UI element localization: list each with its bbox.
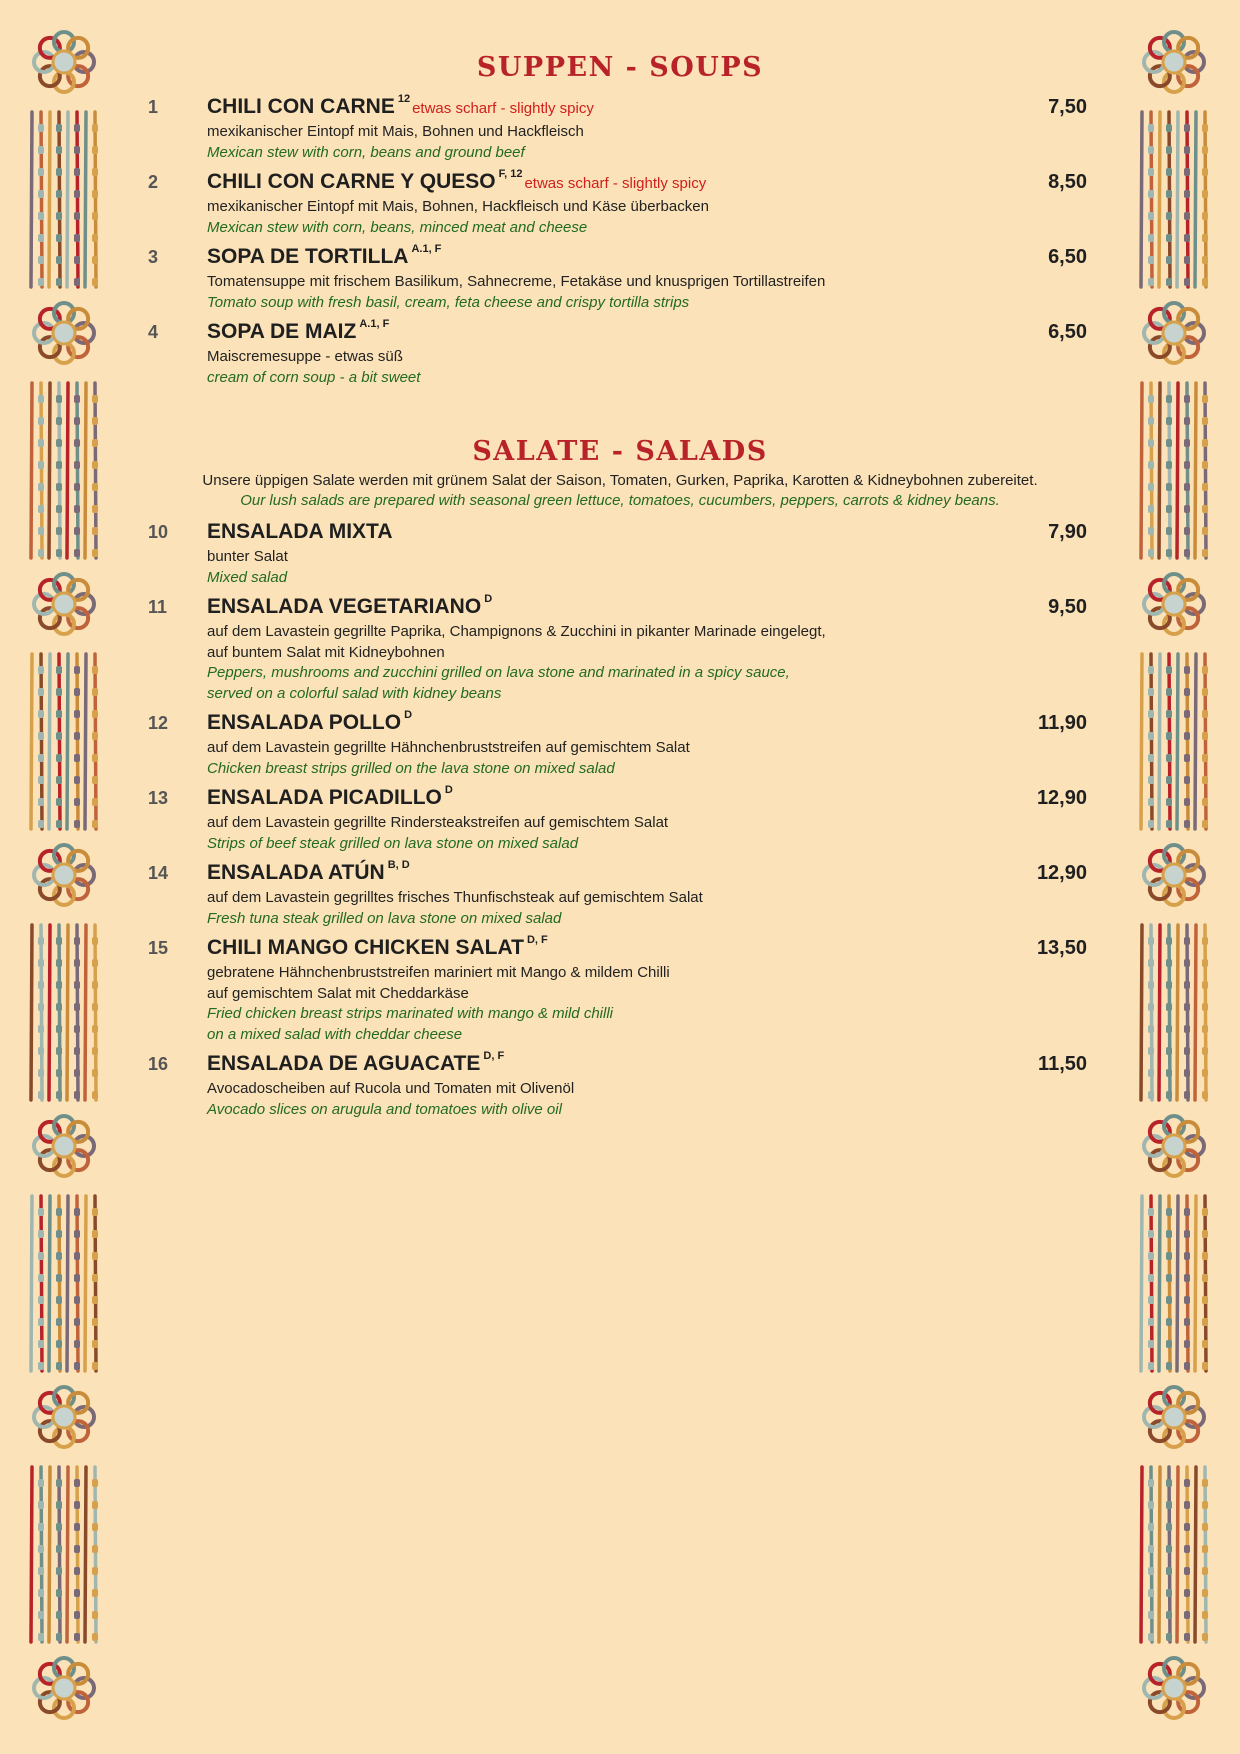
item-title: ENSALADA VEGETARIANO	[207, 595, 482, 618]
description-german: auf gemischtem Salat mit Cheddarkäse	[207, 984, 469, 1002]
allergen-codes: D	[484, 593, 493, 605]
description-english: Fried chicken breast strips marinated with mango & mild chilli	[207, 1005, 613, 1022]
item-number: 13	[148, 788, 169, 808]
item-title: ENSALADA POLLO	[207, 711, 402, 734]
item-name	[207, 711, 412, 735]
item-number: 10	[148, 522, 169, 542]
item-description	[207, 622, 826, 704]
item-number: 12	[148, 713, 169, 733]
item-price: 11,50	[1038, 1053, 1087, 1075]
item-title: SOPA DE TORTILLA	[207, 245, 409, 268]
allergen-codes: A.1, F	[411, 243, 442, 255]
item-description	[207, 888, 703, 929]
item-description	[207, 738, 690, 779]
item-description	[207, 547, 288, 588]
item-title: ENSALADA ATÚN	[207, 861, 385, 884]
description-english: Mexican stew with corn, beans, minced meat and cheese	[207, 218, 588, 236]
item-name	[207, 170, 706, 194]
description-english: Chicken breast strips grilled on the lava stone on mixed salad	[207, 759, 615, 777]
item-title: ENSALADA MIXTA	[207, 520, 393, 543]
item-number: 16	[148, 1054, 169, 1074]
description-german: Avocadoscheiben auf Rucola und Tomaten mit Olivenöl	[207, 1080, 575, 1097]
item-price: 7,50	[1048, 96, 1087, 118]
item-name	[207, 786, 453, 810]
description-german: auf dem Lavastein gegrillte Paprika, Champignons & Zucchini in pikanter Marinade eingelegt,	[207, 623, 826, 640]
description-english: Fresh tuna steak grilled on lava stone on mixed salad	[207, 909, 562, 927]
decorative-border-right	[1128, 0, 1228, 1754]
soups-title: SUPPEN - SOUPS	[476, 52, 764, 83]
description-english: cream of corn soup - a bit sweet	[207, 368, 421, 386]
item-number: 2	[148, 172, 159, 192]
item-title: CHILI CON CARNE	[207, 95, 395, 118]
description-english: Peppers, mushrooms and zucchini grilled on lava stone and marinated in a spicy sauce,	[207, 664, 790, 681]
allergen-codes: B, D	[387, 859, 410, 871]
item-name	[207, 245, 441, 269]
item-number: 11	[148, 597, 168, 617]
allergen-codes: D, F	[526, 934, 548, 946]
item-name	[207, 320, 389, 344]
item-description	[207, 272, 825, 313]
item-name	[207, 595, 492, 619]
item-number: 3	[148, 247, 159, 267]
description-english: served on a colorful salad with kidney beans	[207, 684, 502, 702]
description-german: auf buntem Salat mit Kidneybohnen	[207, 643, 445, 661]
description-english: Tomato soup with fresh basil, cream, feta cheese and crispy tortilla strips	[207, 293, 690, 311]
description-german: auf dem Lavastein gegrillte Hähnchenbruststreifen auf gemischtem Salat	[207, 739, 690, 756]
item-price: 6,50	[1048, 246, 1087, 268]
description-german: Tomatensuppe mit frischem Basilikum, Sahnecreme, Fetakäse und knusprigen Tortillastreifen	[207, 273, 826, 290]
item-description	[207, 122, 584, 163]
allergen-codes: F, 12	[498, 168, 523, 180]
description-german: mexikanischer Eintopf mit Mais, Bohnen und Hackfleisch	[207, 123, 584, 140]
item-description	[207, 347, 420, 388]
item-number: 14	[148, 863, 169, 883]
item-description	[207, 813, 668, 854]
item-price: 6,50	[1048, 321, 1087, 343]
allergen-codes: A.1, F	[359, 318, 390, 330]
item-price: 9,50	[1048, 596, 1087, 618]
item-title: ENSALADA DE AGUACATE	[207, 1052, 481, 1075]
salads-intro-english: Our lush salads are prepared with seasonal green lettuce, tomatoes, cucumbers, peppers, carrots & kidney beans.	[240, 492, 1000, 509]
salads-intro-german: Unsere üppigen Salate werden mit grünem Salat der Saison, Tomaten, Gurken, Paprika, Karotten & Kidneybohnen zubereitet.	[202, 472, 1038, 489]
item-number: 15	[148, 938, 169, 958]
description-english: on a mixed salad with cheddar cheese	[207, 1025, 463, 1043]
item-name	[207, 936, 548, 960]
item-title: SOPA DE MAIZ	[207, 320, 357, 343]
description-english: Mexican stew with corn, beans and ground beef	[207, 143, 525, 161]
spicy-note: etwas scharf - slightly spicy	[412, 100, 594, 117]
item-title: ENSALADA PICADILLO	[207, 786, 442, 809]
item-price: 12,90	[1036, 862, 1087, 884]
allergen-codes: D	[444, 784, 453, 796]
item-name	[207, 1052, 504, 1076]
description-german: mexikanischer Eintopf mit Mais, Bohnen, Hackfleisch und Käse überbacken	[207, 198, 709, 215]
spicy-note: etwas scharf - slightly spicy	[524, 175, 707, 192]
allergen-codes: 12	[397, 93, 411, 105]
salads-title: SALATE - SALADS	[472, 436, 768, 467]
description-english: Mixed salad	[207, 568, 288, 586]
item-price: 13,50	[1036, 937, 1087, 959]
item-name	[207, 520, 393, 544]
description-german: auf dem Lavastein gegrillte Rindersteakstreifen auf gemischtem Salat	[207, 814, 669, 831]
item-price: 12,90	[1036, 787, 1087, 809]
item-price: 7,90	[1048, 521, 1087, 543]
allergen-codes: D	[404, 709, 413, 721]
item-price: 8,50	[1048, 171, 1087, 193]
decorative-border-left	[18, 0, 118, 1754]
description-english: Strips of beef steak grilled on lava stone on mixed salad	[207, 834, 579, 852]
item-number: 4	[148, 322, 159, 342]
item-title: CHILI CON CARNE Y QUESO	[207, 170, 496, 193]
allergen-codes: D, F	[483, 1050, 505, 1062]
item-number: 1	[148, 97, 159, 117]
item-price: 11,90	[1038, 712, 1087, 734]
salads-intro	[0, 471, 1240, 511]
item-name	[207, 95, 594, 119]
description-german: Maiscremesuppe - etwas süß	[207, 348, 403, 365]
item-description	[207, 197, 709, 238]
description-german: gebratene Hähnchenbruststreifen mariniert mit Mango & mildem Chilli	[207, 964, 670, 981]
item-name	[207, 861, 410, 885]
description-german: auf dem Lavastein gegrilltes frisches Thunfischsteak auf gemischtem Salat	[207, 889, 703, 906]
item-title: CHILI MANGO CHICKEN SALAT	[207, 936, 524, 959]
description-german: bunter Salat	[207, 548, 288, 565]
item-description	[207, 1079, 574, 1120]
item-description	[207, 963, 670, 1045]
description-english: Avocado slices on arugula and tomatoes with olive oil	[207, 1100, 562, 1118]
